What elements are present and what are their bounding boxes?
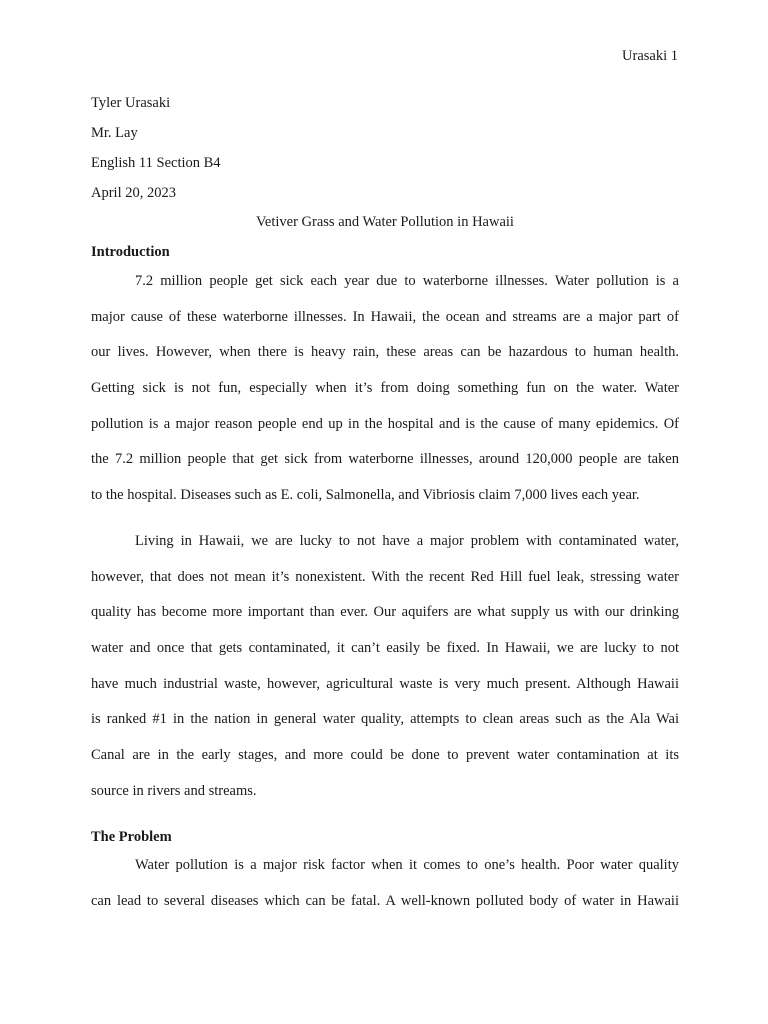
text-line: quality has become more important than ever. Our aquifers are what supply us with our drinking [91, 604, 679, 621]
text-line: have much industrial waste, however, agricultural waste is very much present. Although Hawaii [91, 675, 679, 692]
text-line: Canal are in the early stages, and more could be done to prevent water contamination at its [91, 747, 679, 764]
text-line: the 7.2 million people that get sick from waterborne illnesses, around 120,000 people are taken [91, 451, 679, 468]
paragraph-problem-1 [91, 856, 679, 927]
date: April 20, 2023 [91, 185, 176, 201]
text-line: can lead to several diseases which can be fatal. A well-known polluted body of water in Hawaii [91, 892, 679, 909]
text-line: however, that does not mean it’s nonexistent. With the recent Red Hill fuel leak, stressing water [91, 568, 679, 585]
text-line: 7.2 million people get sick each year due to waterborne illnesses. Water pollution is a [135, 273, 679, 289]
text-line: to the hospital. Diseases such as E. coli, Salmonella, and Vibriosis claim 7,000 lives each year. [91, 487, 640, 504]
teacher-name: Mr. Lay [91, 125, 138, 141]
text-line: Getting sick is not fun, especially when it’s from doing something fun on the water. Water [91, 380, 679, 397]
course-name: English 11 Section B4 [91, 155, 221, 171]
text-line: Living in Hawaii, we are lucky to not have a major problem with contaminated water, [135, 533, 679, 549]
essay-title: Vetiver Grass and Water Pollution in Hawaii [256, 214, 514, 230]
mla-heading [91, 94, 679, 214]
text-line: major cause of these waterborne illnesses. In Hawaii, the ocean and streams are a major part of [91, 308, 679, 325]
section-heading-problem: The Problem [91, 829, 172, 845]
paragraph-intro-2 [91, 532, 679, 818]
text-line: source in rivers and streams. [91, 782, 257, 799]
paragraph-intro-1 [91, 272, 679, 522]
text-line: water and once that gets contaminated, it can’t easily be fixed. In Hawaii, we are lucky to not [91, 640, 679, 657]
text-line: pollution is a major reason people end up in the hospital and is the cause of many epidemics. Of [91, 415, 679, 432]
student-name: Tyler Urasaki [91, 95, 171, 111]
text-line: Water pollution is a major risk factor when it comes to one’s health. Poor water quality [135, 857, 679, 873]
text-line: our lives. However, when there is heavy rain, these areas can be hazardous to human health. [91, 344, 679, 361]
running-head: Urasaki 1 [622, 48, 678, 64]
text-line: is ranked #1 in the nation in general water quality, attempts to clean areas such as the Ala Wai [91, 711, 679, 728]
section-heading-introduction: Introduction [91, 244, 170, 260]
